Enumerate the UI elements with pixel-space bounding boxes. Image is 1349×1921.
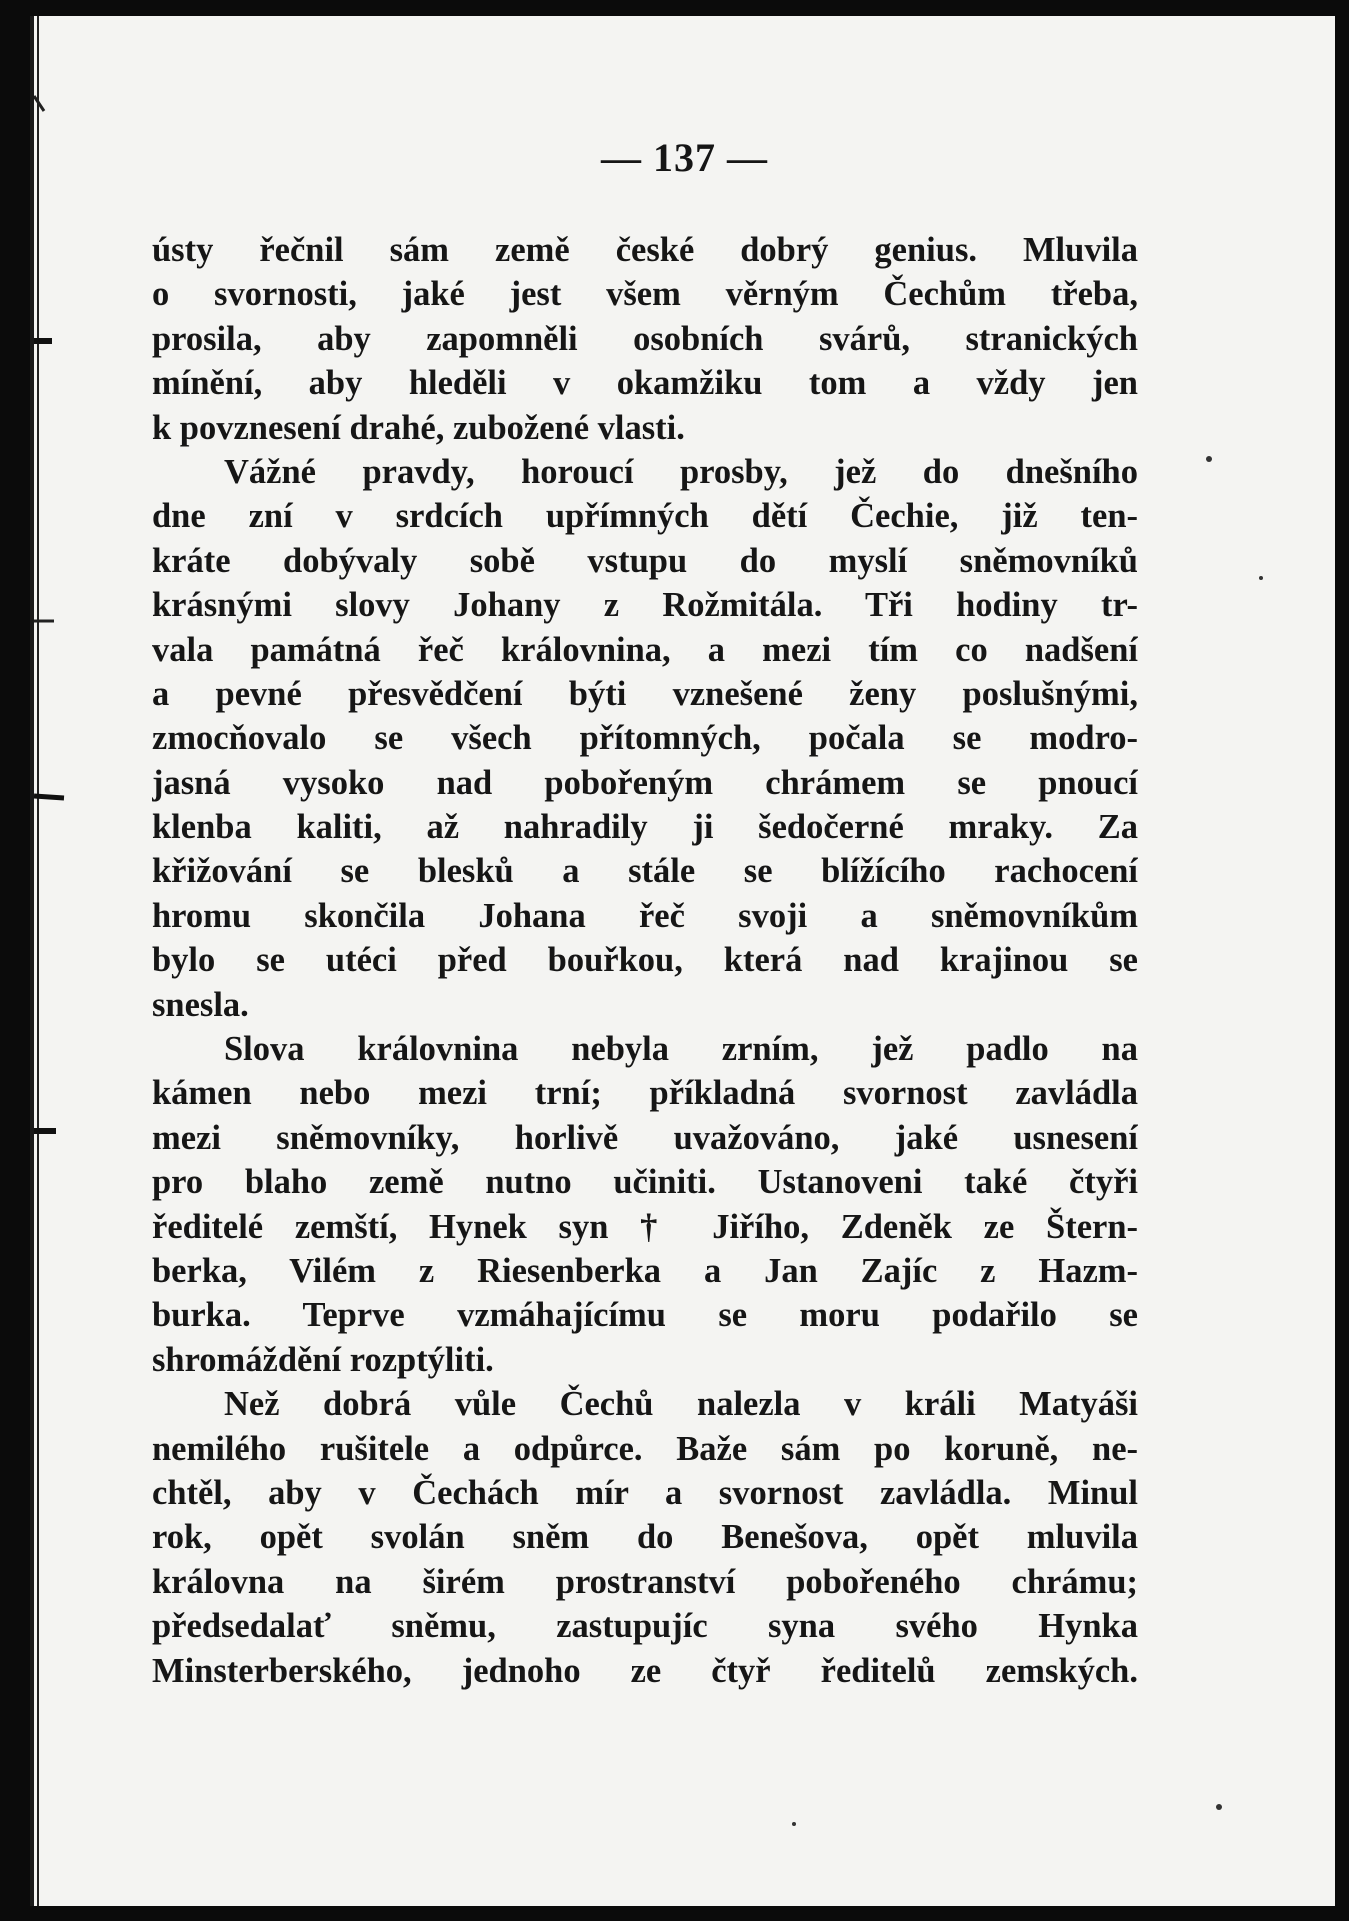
text-line: snesla. xyxy=(152,985,249,1024)
text-line: Vážné pravdy, horoucí prosby, jež do dnešního xyxy=(224,452,1138,491)
text-line: nemilého rušitele a odpůrce. Baže sám po koruně, ne- xyxy=(152,1429,1138,1468)
text-line: dne zní v srdcích upřímných dětí Čechie, již ten- xyxy=(152,497,1138,536)
text-line: chtěl, aby v Čechách mír a svornost zavládla. Minul xyxy=(152,1473,1138,1512)
text-line: hromu skončila Johana řeč svoji a sněmovníkům xyxy=(152,896,1138,935)
text-line: jasná vysoko nad pobořeným chrámem se pnoucí xyxy=(152,763,1138,802)
text-line: vala památná řeč královnina, a mezi tím co nadšení xyxy=(152,630,1138,669)
text-line: zmocňovalo se všech přítomných, počala se modro- xyxy=(152,719,1138,758)
text-line: a pevné přesvědčení býti vznešené ženy poslušnými, xyxy=(152,674,1138,713)
text-line: ředitelé zemští, Hynek syn † Jiřího, Zdeněk ze Štern- xyxy=(152,1207,1138,1246)
text-line: klenba kaliti, až nahradily ji šedočerné mraky. Za xyxy=(152,808,1138,847)
text-line: prosila, aby zapomněli osobních svárů, stranických xyxy=(152,319,1138,358)
book-page xyxy=(30,16,1335,1906)
text-line: krásnými slovy Johany z Rožmitála. Tři hodiny tr- xyxy=(152,586,1138,625)
paper-speck xyxy=(1216,1804,1222,1810)
paragraph xyxy=(152,228,1138,450)
text-line: berka, Vilém z Riesenberka a Jan Zajíc z Hazm- xyxy=(152,1251,1138,1290)
text-line: pro blaho země nutno učiniti. Ustanoveni také čtyři xyxy=(152,1163,1138,1202)
paper-speck xyxy=(1206,456,1212,462)
page-body-text xyxy=(152,228,1138,1693)
text-line: kámen nebo mezi trní; příkladná svornost zavládla xyxy=(152,1074,1138,1113)
text-line: královna na širém prostranství pobořeného chrámu; xyxy=(152,1562,1138,1601)
text-line: rok, opět svolán sněm do Benešova, opět mluvila xyxy=(152,1518,1138,1557)
text-line: ústy řečnil sám země české dobrý genius. Mluvila xyxy=(152,231,1138,269)
paragraph xyxy=(152,1382,1138,1693)
paragraph xyxy=(152,450,1138,1027)
text-line: kráte dobývaly sobě vstupu do myslí sněmovníků xyxy=(152,541,1138,580)
paper-speck xyxy=(792,1822,796,1826)
paper-speck xyxy=(1259,576,1263,580)
text-line: shromáždění rozptýliti. xyxy=(152,1340,494,1379)
paragraph xyxy=(152,1027,1138,1382)
text-line: mínění, aby hleděli v okamžiku tom a vždy jen xyxy=(152,364,1138,403)
text-line: Minsterberského, jednoho ze čtyř ředitelů zemských. xyxy=(152,1651,1138,1690)
page-number: — 137 — xyxy=(601,135,768,180)
text-line: o svornosti, jaké jest všem věrným Čechům třeba, xyxy=(152,275,1138,314)
text-line: Slova královnina nebyla zrním, jež padlo na xyxy=(224,1030,1138,1069)
text-line: Než dobrá vůle Čechů nalezla v králi Matyáši xyxy=(224,1385,1138,1424)
text-line: mezi sněmovníky, horlivě uvažováno, jaké usnesení xyxy=(152,1118,1138,1157)
text-line: bylo se utéci před bouřkou, která nad krajinou se xyxy=(152,941,1138,980)
text-line: k povznesení drahé, zubožené vlasti. xyxy=(152,408,685,447)
text-line: předsedalať sněmu, zastupujíc syna svého Hynka xyxy=(152,1607,1138,1646)
text-line: křižování se blesků a stále se blížícího rachocení xyxy=(152,852,1138,891)
binding-thread-marks xyxy=(34,16,94,1906)
text-line: burka. Teprve vzmáhajícímu se moru podařilo se xyxy=(152,1296,1138,1335)
